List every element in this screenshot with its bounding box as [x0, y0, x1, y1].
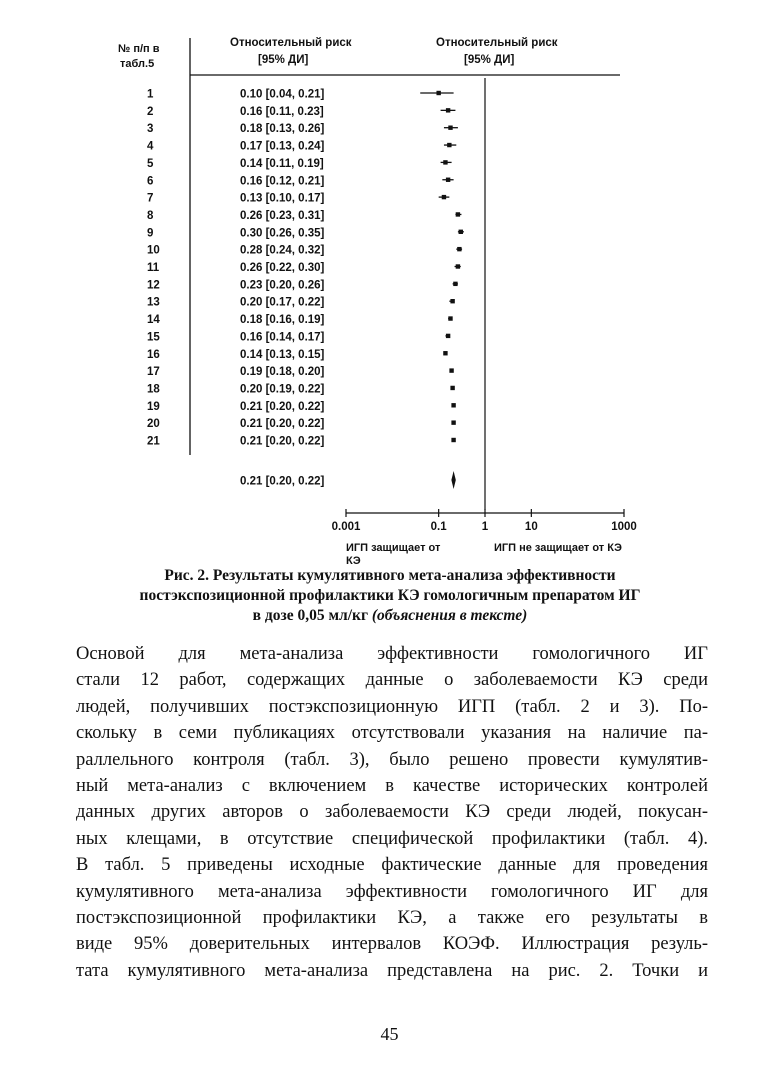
row-id-17: 17 — [147, 366, 160, 379]
point-estimate-8 — [456, 212, 460, 216]
row-id-1: 1 — [147, 88, 154, 101]
caption-line-1: Рис. 2. Результаты кумулятивного мета-анализа эффективности — [164, 567, 616, 584]
x-tick-label-2: 1 — [481, 521, 489, 533]
row-id-12: 12 — [147, 279, 160, 292]
row-label-14: 0.18 [0.16, 0.19] — [240, 314, 325, 327]
row-label-10: 0.28 [0.24, 0.32] — [240, 244, 325, 257]
row-label-16: 0.14 [0.13, 0.15] — [240, 348, 325, 361]
body-line-4: скольку в семи публикациях отсутствовали указания на наличие па- — [76, 723, 708, 744]
caption-line-2: постэкспозиционной профилактики КЭ гомологичным препаратом ИГ — [139, 587, 641, 604]
row-id-4: 4 — [147, 140, 154, 153]
row-id-13: 13 — [147, 296, 160, 309]
row-id-9: 9 — [147, 227, 154, 240]
page-number: 45 — [380, 1024, 399, 1044]
row-label-9: 0.30 [0.26, 0.35] — [240, 227, 325, 240]
x-tick-label-3: 10 — [524, 521, 538, 533]
row-label-6: 0.16 [0.12, 0.21] — [240, 175, 325, 188]
x-axis — [332, 509, 637, 533]
row-label-18: 0.20 [0.19, 0.22] — [240, 383, 325, 396]
header-col-rr-line2: [95% ДИ] — [258, 54, 309, 66]
header-col-no-line2: табл.5 — [120, 58, 155, 70]
body-paragraph — [76, 641, 708, 984]
body-line-6: ный мета-анализ с включением в качестве исторических контролей — [76, 776, 708, 797]
header-col-plot-line1: Относительный риск — [436, 37, 558, 49]
row-label-12: 0.23 [0.20, 0.26] — [240, 279, 325, 292]
body-line-1: Основой для мета-анализа эффективности гомологичного ИГ — [76, 644, 708, 664]
row-label-20: 0.21 [0.20, 0.22] — [240, 418, 325, 431]
point-estimate-16 — [443, 351, 447, 355]
point-estimate-3 — [448, 126, 452, 130]
header-col-plot-line2: [95% ДИ] — [464, 54, 515, 66]
body-line-3: людей, получивших постэкспозиционную ИГП (табл. 2 и 3). По- — [76, 696, 708, 717]
point-estimate-17 — [449, 368, 453, 372]
row-label-8: 0.26 [0.23, 0.31] — [240, 209, 325, 222]
summary-diamond — [451, 471, 455, 489]
x-tick-label-0: 0.001 — [331, 521, 361, 533]
header-col-no-line1: № п/п в — [118, 43, 160, 55]
point-estimate-11 — [456, 264, 460, 268]
axis-left-note-line1: ИГП защищает от — [346, 542, 441, 554]
row-label-17: 0.19 [0.18, 0.20] — [240, 366, 325, 379]
row-id-18: 18 — [147, 383, 160, 396]
point-estimate-12 — [453, 282, 457, 286]
row-label-13: 0.20 [0.17, 0.22] — [240, 296, 325, 309]
row-label-21: 0.21 [0.20, 0.22] — [240, 435, 325, 448]
point-estimate-20 — [451, 420, 455, 424]
point-estimate-7 — [442, 195, 446, 199]
header-col-rr-line1: Относительный риск — [230, 37, 352, 49]
caption-line-3 — [80, 606, 700, 626]
row-id-8: 8 — [147, 209, 154, 222]
figure-caption — [80, 566, 700, 626]
summary-group — [240, 471, 456, 489]
row-label-5: 0.14 [0.11, 0.19] — [240, 157, 324, 170]
row-label-2: 0.16 [0.11, 0.23] — [240, 105, 324, 118]
body-line-12: виде 95% доверительных интервалов КОЭФ. Иллюстрация резуль- — [76, 934, 708, 955]
row-label-1: 0.10 [0.04, 0.21] — [240, 88, 325, 101]
body-line-8: ных клещами, в отсутствие специфической профилактики (табл. 4). — [76, 828, 708, 849]
caption-line-3-italic: (объяснения в тексте) — [371, 607, 528, 624]
point-estimate-1 — [436, 91, 440, 95]
row-label-11: 0.26 [0.22, 0.30] — [240, 262, 325, 274]
row-id-19: 19 — [147, 400, 160, 413]
row-id-10: 10 — [147, 244, 160, 257]
row-id-6: 6 — [147, 175, 154, 188]
row-id-16: 16 — [147, 348, 160, 361]
row-id-14: 14 — [147, 314, 160, 327]
point-estimate-14 — [448, 316, 452, 320]
row-label-15: 0.16 [0.14, 0.17] — [240, 331, 325, 344]
row-label-19: 0.21 [0.20, 0.22] — [240, 400, 325, 413]
point-estimate-10 — [457, 247, 461, 251]
point-estimate-5 — [443, 160, 447, 164]
point-estimate-13 — [450, 299, 454, 303]
row-id-11: 11 — [147, 262, 160, 274]
summary-label: 0.21 [0.20, 0.22] — [240, 475, 325, 488]
x-tick-label-1: 0.1 — [430, 521, 447, 533]
row-id-7: 7 — [147, 192, 154, 205]
row-id-5: 5 — [147, 157, 154, 170]
row-id-3: 3 — [147, 123, 154, 136]
row-label-7: 0.13 [0.10, 0.17] — [240, 192, 325, 205]
point-estimate-4 — [447, 143, 451, 147]
row-label-4: 0.17 [0.13, 0.24] — [240, 140, 325, 153]
body-line-13: тата кумулятивного мета-анализа представлена на рис. 2. Точки и — [76, 960, 708, 981]
x-tick-label-4: 1000 — [611, 521, 637, 533]
point-estimate-15 — [446, 334, 450, 338]
body-line-2: стали 12 работ, содержащих данные о заболеваемости КЭ среди — [76, 670, 708, 691]
body-line-5: раллельного контроля (табл. 3), было решено провести кумулятив- — [76, 749, 708, 770]
point-estimate-6 — [446, 178, 450, 182]
point-estimate-18 — [450, 386, 454, 390]
row-id-20: 20 — [147, 418, 160, 431]
caption-line-3-plain: в дозе 0,05 мл/кг — [252, 607, 372, 624]
body-line-10: кумулятивного мета-анализа эффективности гомологичного ИГ для — [76, 881, 708, 902]
body-line-7: данных других авторов о заболеваемости КЭ среди людей, покусан- — [76, 802, 708, 823]
rows-group — [147, 89, 464, 448]
point-estimate-21 — [451, 438, 455, 442]
point-estimate-19 — [451, 403, 455, 407]
body-line-11: постэкспозиционной профилактики КЭ, а также его результаты в — [76, 908, 708, 929]
point-estimate-9 — [459, 230, 463, 234]
axis-left-note-line2: КЭ — [346, 555, 361, 567]
row-id-15: 15 — [147, 331, 160, 344]
point-estimate-2 — [446, 108, 450, 112]
row-id-2: 2 — [147, 105, 154, 118]
row-label-3: 0.18 [0.13, 0.26] — [240, 123, 325, 136]
body-line-9: В табл. 5 приведены исходные фактические данные для проведения — [76, 855, 708, 876]
row-id-21: 21 — [147, 435, 160, 448]
axis-right-note: ИГП не защищает от КЭ — [494, 542, 622, 554]
